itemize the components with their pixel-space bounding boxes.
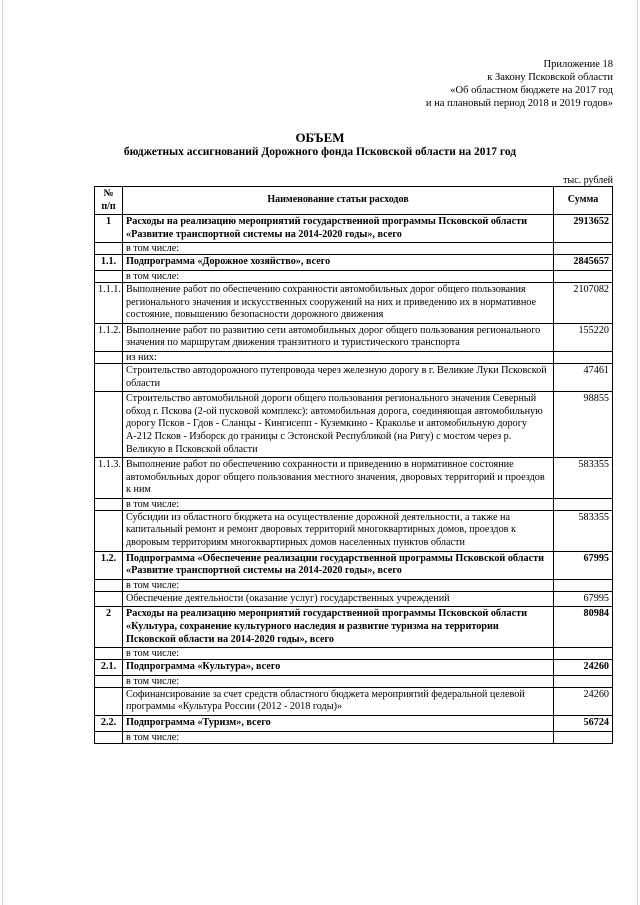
row-name: из них:: [123, 351, 554, 363]
table-row: [95, 716, 613, 732]
table-row: [95, 498, 613, 510]
unit-label: тыс. рублей: [563, 175, 613, 186]
row-number: 1.1.1.: [95, 282, 123, 323]
row-name: Расходы на реализацию мероприятий государственной программы Псковской области «Развитие транспортной системы на 2014-2020 годы», всего: [123, 215, 554, 243]
row-number: [95, 648, 123, 660]
row-number: [95, 498, 123, 510]
budget-table: [94, 186, 613, 744]
table-row: [95, 323, 613, 351]
row-name: Расходы на реализацию мероприятий государственной программы Псковской области «Культура, сохранение культурного наследия и развитие туризма на территории Псковской области на 2014-2020 годы», всего: [123, 607, 554, 648]
table-header-row: [95, 187, 613, 215]
row-sum: [554, 648, 613, 660]
appendix-line: Приложение 18: [543, 59, 613, 70]
table-row: [95, 282, 613, 323]
table-row: [95, 731, 613, 743]
row-name: Подпрограмма «Обеспечение реализации государственной программы Псковской области «Развитие транспортной системы на 2014-2020 годы», всего: [123, 551, 554, 579]
row-sum: [554, 351, 613, 363]
table-body: [95, 215, 613, 743]
appendix-note: [283, 58, 613, 110]
table-row: [95, 660, 613, 676]
appendix-line: «Об областном бюджете на 2017 год: [450, 85, 613, 96]
row-number: 1.1.: [95, 255, 123, 271]
row-name: Строительство автодорожного путепровода через железную дорогу в г. Великие Луки Псковской области: [123, 363, 554, 391]
table-row: [95, 687, 613, 715]
row-name: Подпрограмма «Дорожное хозяйство», всего: [123, 255, 554, 271]
row-name: в том числе:: [123, 675, 554, 687]
table-row: [95, 215, 613, 243]
row-name: в том числе:: [123, 731, 554, 743]
row-number: [95, 243, 123, 255]
row-name: Выполнение работ по развитию сети автомобильных дорог общего пользования регионального значения по маршрутам движения транзитного и туристического транспорта: [123, 323, 554, 351]
title-line-1: ОБЪЕМ: [295, 130, 345, 145]
table-row: [95, 675, 613, 687]
row-name: Софинансирование за счет средств областного бюджета мероприятий федеральной целевой программы «Культура России (2012 - 2018 годы)»: [123, 687, 554, 715]
row-number: 2.2.: [95, 716, 123, 732]
row-name: в том числе:: [123, 243, 554, 255]
header-num: № п/п: [95, 187, 123, 215]
row-sum: 155220: [554, 323, 613, 351]
row-sum: 2845657: [554, 255, 613, 271]
row-sum: [554, 731, 613, 743]
row-sum: 24260: [554, 687, 613, 715]
row-name: в том числе:: [123, 648, 554, 660]
table-row: [95, 270, 613, 282]
table-row: [95, 255, 613, 271]
table-row: [95, 648, 613, 660]
row-number: 2: [95, 607, 123, 648]
table-row: [95, 591, 613, 607]
row-name: в том числе:: [123, 270, 554, 282]
row-name: Субсидии из областного бюджета на осуществление дорожной деятельности, а также на капитальный ремонт и ремонт дворовых территорий многоквартирных домов, проездов к дворовым территориям многоквартирных домов населенных пунктов области: [123, 510, 554, 551]
row-sum: 2107082: [554, 282, 613, 323]
row-sum: [554, 579, 613, 591]
row-sum: [554, 675, 613, 687]
table-row: [95, 458, 613, 499]
header-name: Наименование статьи расходов: [123, 187, 554, 215]
table-row: [95, 551, 613, 579]
row-number: [95, 687, 123, 715]
row-number: [95, 392, 123, 458]
row-name: в том числе:: [123, 579, 554, 591]
row-number: 1.1.2.: [95, 323, 123, 351]
row-sum: 80984: [554, 607, 613, 648]
row-name: Обеспечение деятельности (оказание услуг) государственных учреждений: [123, 591, 554, 607]
row-sum: [554, 270, 613, 282]
appendix-line: к Закону Псковской области: [487, 72, 613, 83]
document-title: [0, 130, 640, 159]
row-sum: 583355: [554, 510, 613, 551]
table-row: [95, 363, 613, 391]
row-sum: [554, 498, 613, 510]
row-number: 1.2.: [95, 551, 123, 579]
row-number: [95, 270, 123, 282]
row-sum: 67995: [554, 591, 613, 607]
table-row: [95, 607, 613, 648]
row-number: [95, 510, 123, 551]
row-sum: 47461: [554, 363, 613, 391]
row-name: Выполнение работ по обеспечению сохранности и приведению в нормативное состояние автомобильных дорог общего пользования местного значения, дворовых территорий и проездов к ним: [123, 458, 554, 499]
row-sum: 583355: [554, 458, 613, 499]
table-row: [95, 351, 613, 363]
row-sum: 2913652: [554, 215, 613, 243]
title-line-2: бюджетных ассигнований Дорожного фонда Псковской области на 2017 год: [123, 146, 517, 158]
row-sum: 98855: [554, 392, 613, 458]
row-number: 1.1.3.: [95, 458, 123, 499]
row-name: Подпрограмма «Туризм», всего: [123, 716, 554, 732]
row-number: [95, 731, 123, 743]
row-number: [95, 579, 123, 591]
row-number: 2.1.: [95, 660, 123, 676]
row-name: Подпрограмма «Культура», всего: [123, 660, 554, 676]
table-row: [95, 510, 613, 551]
row-number: [95, 591, 123, 607]
row-sum: 67995: [554, 551, 613, 579]
row-sum: 24260: [554, 660, 613, 676]
row-name: в том числе:: [123, 498, 554, 510]
table-row: [95, 579, 613, 591]
row-number: [95, 351, 123, 363]
row-number: [95, 363, 123, 391]
table-row: [95, 392, 613, 458]
row-name: Выполнение работ по обеспечению сохранности автомобильных дорог общего пользования регионального значения и искусственных сооружений на них и приведению их в нормативное состояние, повышению безопасности дорожного движения: [123, 282, 554, 323]
row-name: Строительство автомобильной дороги общего пользования регионального значения Северный обход г. Пскова (2-ой пусковой комплекс): автомобильная дорога, соединяющая автомобильную дорогу Псков - Гдов - Сланцы - Кингисепп - Куземкино - Краколье и автомобильную дорогу А-212 Псков - Изборск до границы с Эстонской Республикой (на Ригу) с мостом через р. Великую в Псковской области: [123, 392, 554, 458]
row-sum: [554, 243, 613, 255]
row-sum: 56724: [554, 716, 613, 732]
table-row: [95, 243, 613, 255]
row-number: [95, 675, 123, 687]
appendix-line: и на плановый период 2018 и 2019 годов»: [425, 98, 613, 109]
row-number: 1: [95, 215, 123, 243]
header-sum: Сумма: [554, 187, 613, 215]
